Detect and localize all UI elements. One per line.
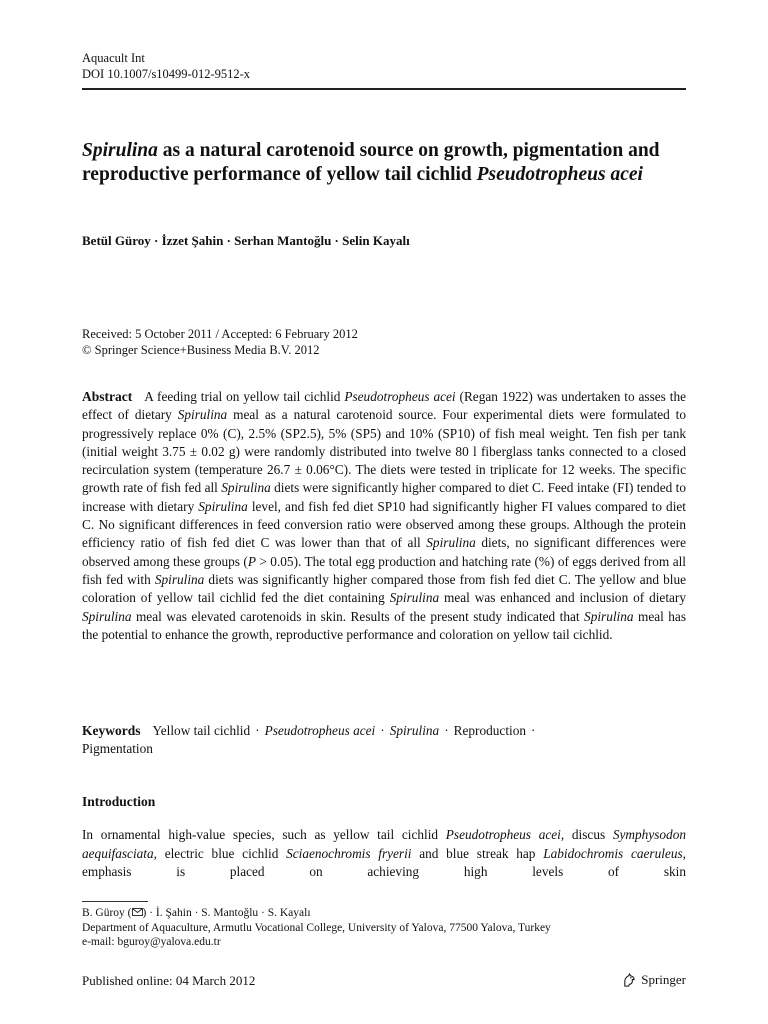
keyword: Reproduction	[453, 723, 527, 738]
abstract-text: diets was significantly higher compared those from fish fed diet C. The yellow and blue coloration of yellow tail cichlid fed the diet containing	[82, 571, 686, 606]
intro-text: In ornamental high-value species, such as yellow tail cichlid	[82, 827, 446, 842]
springer-brand	[622, 972, 686, 988]
abstract-italic: Spirulina	[154, 571, 205, 587]
introduction-heading: Introduction	[82, 794, 156, 809]
intro-italic: Sciaenochromis fryerii	[286, 845, 412, 861]
abstract-text: meal has the potential to enhance the growth, reproductive performance and coloration on yellow tail cichlid.	[82, 608, 687, 642]
keywords	[82, 722, 686, 759]
abstract	[82, 388, 686, 644]
abstract-italic: Spirulina	[584, 608, 634, 624]
affiliation-department: Department of Aquaculture, Armutlu Vocational College, University of Yalova, 77500 Yalova, Turkey	[82, 921, 551, 934]
title-italic-species: Pseudotropheus acei	[476, 163, 643, 185]
abstract-italic: Spirulina	[198, 498, 248, 514]
abstract-text: (Regan 1922) was undertaken to asses the effect of dietary	[82, 389, 686, 423]
introduction-paragraph	[82, 826, 686, 882]
received-accepted-dates: Received: 5 October 2011 / Accepted: 6 February 2012	[82, 327, 358, 341]
affiliation-email[interactable]: e-mail: bguroy@yalova.edu.tr	[82, 936, 221, 948]
abstract-italic: P	[247, 553, 256, 569]
envelope-icon	[132, 908, 143, 916]
abstract-text: diets, no significant differences were observed among these groups (	[82, 535, 687, 569]
abstract-text: meal was enhanced and inclusion of dietary	[439, 590, 686, 606]
abstract-text: meal was elevated carotenoids in skin. Results of the present study indicated that	[131, 608, 585, 624]
footnote-rule	[82, 901, 148, 902]
springer-horse-icon	[622, 973, 637, 988]
abstract-text: A feeding trial on yellow tail cichlid	[144, 389, 345, 404]
keywords-heading: Keywords	[82, 723, 141, 738]
abstract-text: diets were significantly higher compared to diet C. Feed intake (FI) tended to increase with dietary	[82, 480, 686, 514]
title-text: as a natural carotenoid source on growth, pigmentation and reproductive performance of yellow tail cichlid	[82, 140, 660, 185]
abstract-text: > 0.05). The total egg production and hatching rate (%) of eggs derived from all fish fed with	[82, 553, 686, 587]
affiliation-block	[82, 906, 686, 950]
abstract-heading: Abstract	[82, 389, 133, 404]
title-italic-spirulina: Spirulina	[82, 140, 158, 161]
keyword-separator: ·	[255, 723, 260, 738]
keyword-separator: ·	[444, 723, 449, 738]
abstract-italic: Spirulina	[426, 535, 476, 551]
author-list: Betül Güroy · İzzet Şahin · Serhan Mantoğlu · Selin Kayalı	[82, 233, 410, 248]
journal-doi: DOI 10.1007/s10499-012-9512-x	[82, 67, 251, 81]
intro-text: and blue streak hap	[411, 845, 544, 861]
springer-wordmark: Springer	[641, 972, 686, 987]
intro-text: , electric blue cichlid	[153, 845, 287, 861]
abstract-italic: Spirulina	[389, 590, 440, 606]
abstract-italic: Spirulina	[221, 480, 271, 496]
keyword: Pseudotropheus acei	[264, 723, 376, 738]
journal-header	[82, 50, 250, 82]
journal-name: Aquacult Int	[82, 51, 145, 65]
keyword-separator: ·	[380, 723, 385, 738]
abstract-italic: Spirulina	[177, 407, 228, 423]
intro-text: , emphasis is placed on achieving high levels of skin	[82, 845, 686, 879]
affiliation-authors: B. Güroy ( ) · İ. Şahin · S. Mantoğlu · S. Kayalı	[82, 907, 311, 919]
abstract-italic: Spirulina	[82, 608, 132, 624]
abstract-italic: Pseudotropheus acei	[344, 389, 456, 404]
intro-text: , discus	[560, 827, 613, 842]
keyword: Pigmentation	[82, 741, 153, 757]
copyright-line: © Springer Science+Business Media B.V. 2012	[82, 342, 320, 357]
keyword: Spirulina	[389, 723, 440, 738]
keyword: Yellow tail cichlid	[152, 723, 251, 738]
intro-italic: Labidochromis caeruleus	[543, 845, 683, 861]
header-rule	[82, 88, 686, 90]
article-history	[82, 327, 358, 358]
intro-italic: Symphysodon aequifasciata	[82, 827, 686, 861]
abstract-text: level, and fish fed diet SP10 had significantly higher FI values compared to diet C. No significant differences in feed conversion ratio were observed among these groups. Although the protein efficiency ratio of fish fed diet C was lower than that of all	[82, 498, 686, 551]
published-online-date: Published online: 04 March 2012	[82, 973, 256, 988]
abstract-text: meal as a natural carotenoid source. Four experimental diets were formulated to progressively replace 0% (C), 2.5% (SP2.5), 5% (SP5) and 10% (SP10) of fish meal weight. Ten fish per tank (initial weight 3.75 ± 0.02 g) were randomly distributed into twelve 80 l fiberglass tanks connected to a closed recirculation system (temperature 26.7 ± 0.06°C). The diets were tested in triplicate for 12 weeks. The specific growth rate of fish fed all	[82, 407, 686, 496]
intro-italic: Pseudotropheus acei	[445, 827, 561, 842]
article-title	[82, 139, 682, 186]
keyword-separator: ·	[531, 723, 536, 738]
